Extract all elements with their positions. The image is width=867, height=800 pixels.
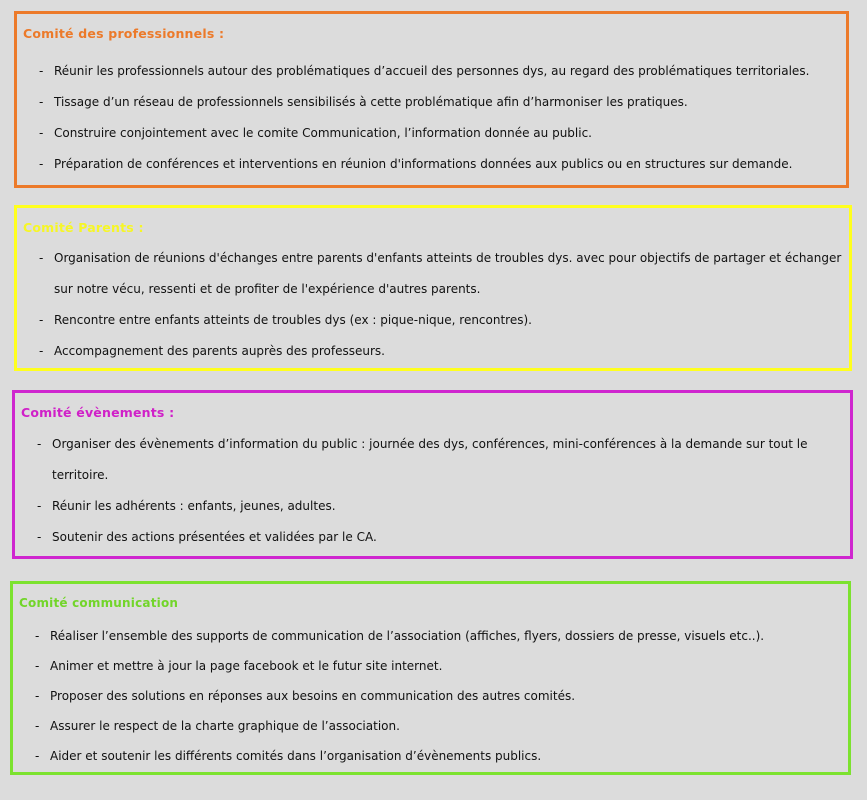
list-item: - Accompagnement des parents auprès des professeurs. [39,344,385,358]
committee-communication [10,581,851,775]
committee-professionnels [14,11,849,188]
committee-professionnels-list [17,56,846,180]
committee-professionnels-title: Comité des professionnels : [23,26,225,41]
committee-parents-title: Comité Parents : [23,220,144,235]
list-item: - Soutenir des actions présentées et validées par le CA. [37,530,377,544]
committee-communication-title: Comité communication [19,596,179,610]
list-item: - Organisation de réunions d'échanges entre parents d'enfants atteints de troubles dys. avec pour objectifs de partager et échanger sur notre vécu, ressenti et de profiter de l'expérience d'autres parents. [39,251,842,296]
committee-parents-list [17,243,849,367]
list-item: - Organiser des évènements d’information du public : journée des dys, conférences, mini-conférences à la demande sur tout le territoire. [37,437,808,482]
committee-communication-list [13,621,848,771]
list-item: - Construire conjointement avec le comite Communication, l’information donnée au public. [39,126,592,140]
list-item: - Réaliser l’ensemble des supports de communication de l’association (affiches, flyers, dossiers de presse, visuels etc..). [35,629,765,643]
list-item: - Préparation de conférences et interventions en réunion d'informations données aux publics ou en structures sur demande. [39,157,793,171]
list-item: - Aider et soutenir les différents comités dans l’organisation d’évènements publics. [35,749,542,763]
list-item: - Rencontre entre enfants atteints de troubles dys (ex : pique-nique, rencontres). [39,313,532,327]
committee-parents [14,205,852,371]
list-item: - Assurer le respect de la charte graphique de l’association. [35,719,400,733]
list-item: - Proposer des solutions en réponses aux besoins en communication des autres comités. [35,689,576,703]
committee-evenements-list [15,429,850,553]
committee-evenements-title: Comité évènements : [21,405,175,420]
list-item: - Réunir les professionnels autour des problématiques d’accueil des personnes dys, au regard des problématiques territoriales. [39,64,810,78]
list-item: - Animer et mettre à jour la page facebook et le futur site internet. [35,659,443,673]
list-item: - Tissage d’un réseau de professionnels sensibilisés à cette problématique afin d’harmoniser les pratiques. [39,95,688,109]
list-item: - Réunir les adhérents : enfants, jeunes, adultes. [37,499,336,513]
committee-evenements [12,390,853,559]
